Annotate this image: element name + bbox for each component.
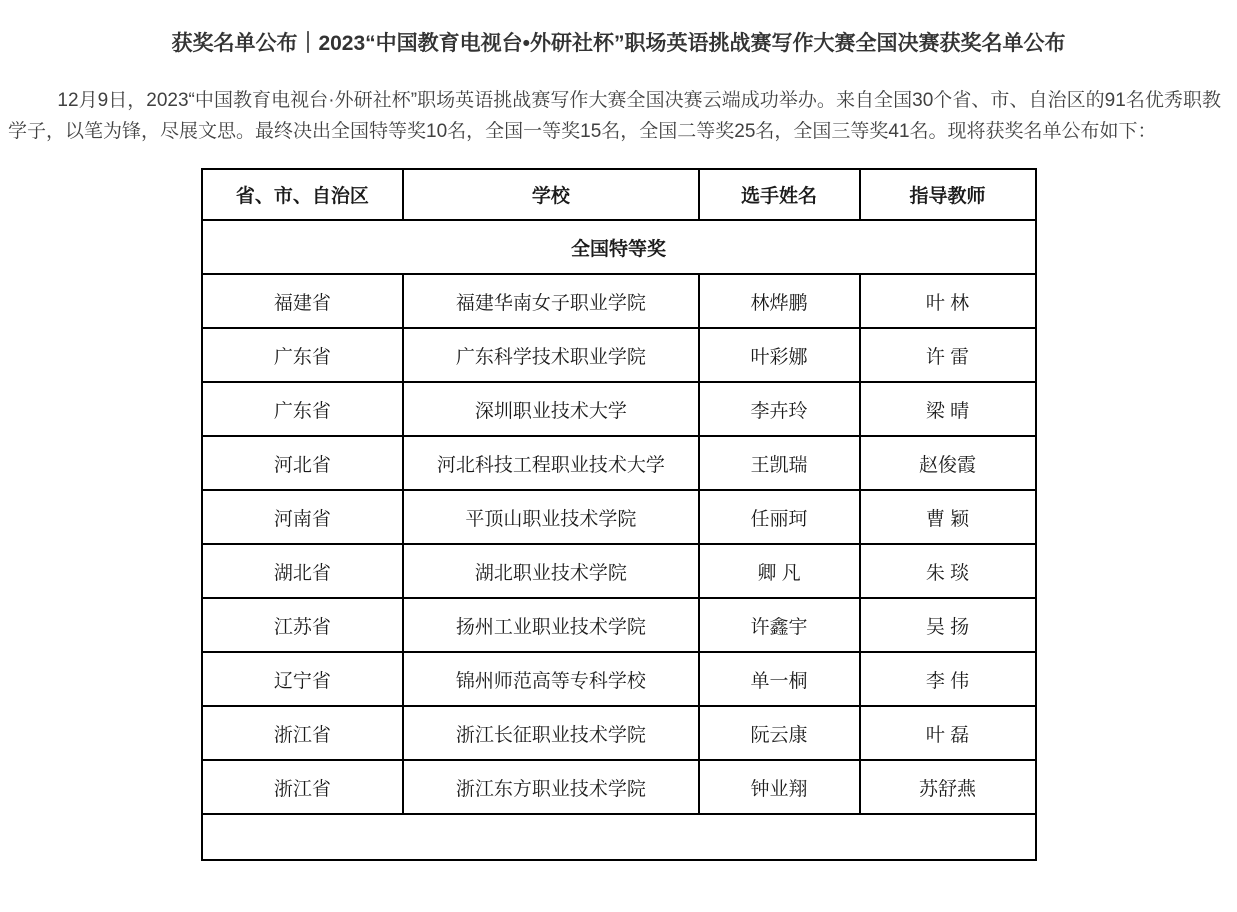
table-row [202,760,1036,814]
column-header-teacher: 指导教师 [860,169,1036,220]
table-row [202,328,1036,382]
cell-region: 浙江省 [202,706,404,760]
table-row [202,598,1036,652]
table-row [202,706,1036,760]
cell-region: 河北省 [202,436,404,490]
cell-contestant: 叶彩娜 [699,328,860,382]
cell-teacher: 叶 林 [860,274,1036,328]
awards-table [201,168,1037,861]
cell-region: 浙江省 [202,760,404,814]
column-header-region: 省、市、自治区 [202,169,404,220]
table-row-partial [202,814,1036,860]
section-row [202,220,1036,274]
cell-contestant: 任丽珂 [699,490,860,544]
cell-teacher: 吴 扬 [860,598,1036,652]
table-row [202,382,1036,436]
article [0,30,1237,861]
column-header-contestant: 选手姓名 [699,169,860,220]
cell-school: 平顶山职业技术学院 [403,490,698,544]
cell-school: 湖北职业技术学院 [403,544,698,598]
table-row [202,274,1036,328]
cell-teacher: 李 伟 [860,652,1036,706]
cell-contestant: 王凯瑞 [699,436,860,490]
cell-school: 浙江东方职业技术学院 [403,760,698,814]
cell-region: 江苏省 [202,598,404,652]
cell-teacher: 朱 琰 [860,544,1036,598]
cell-contestant: 许鑫宇 [699,598,860,652]
cell-school: 广东科学技术职业学院 [403,328,698,382]
announcement-paragraph: 12月9日，2023“中国教育电视台·外研社杯”职场英语挑战赛写作大赛全国决赛云端成功举办。来自全国30个省、市、自治区的91名优秀职教学子，以笔为锋，尽展文思。最终决出全国特等奖10名，全国一等奖15名，全国二等奖25名，全国三等奖41名。现将获奖名单公布如下： [8,90,1221,142]
section-title: 全国特等奖 [202,220,1036,274]
cell-teacher: 赵俊霞 [860,436,1036,490]
cell-school: 河北科技工程职业技术大学 [403,436,698,490]
cell-school: 浙江长征职业技术学院 [403,706,698,760]
cell-region: 广东省 [202,328,404,382]
cell-school: 深圳职业技术大学 [403,382,698,436]
partial-row-cell [202,814,1036,860]
header-row [202,169,1036,220]
cell-contestant: 卿 凡 [699,544,860,598]
column-header-school: 学校 [403,169,698,220]
cell-region: 福建省 [202,274,404,328]
cell-contestant: 阮云康 [699,706,860,760]
cell-teacher: 叶 磊 [860,706,1036,760]
cell-contestant: 钟业翔 [699,760,860,814]
cell-region: 河南省 [202,490,404,544]
cell-school: 福建华南女子职业学院 [403,274,698,328]
cell-teacher: 许 雷 [860,328,1036,382]
cell-region: 广东省 [202,382,404,436]
cell-school: 扬州工业职业技术学院 [403,598,698,652]
cell-school: 锦州师范高等专科学校 [403,652,698,706]
page-title: 获奖名单公布｜2023“中国教育电视台•外研社杯”职场英语挑战赛写作大赛全国决赛获奖名单公布 [171,32,1066,55]
table-row [202,436,1036,490]
cell-teacher: 曹 颖 [860,490,1036,544]
table-row [202,544,1036,598]
cell-contestant: 单一桐 [699,652,860,706]
cell-teacher: 苏舒燕 [860,760,1036,814]
cell-region: 湖北省 [202,544,404,598]
table-row [202,490,1036,544]
table-row [202,652,1036,706]
cell-contestant: 李卉玲 [699,382,860,436]
cell-contestant: 林烨鹏 [699,274,860,328]
cell-region: 辽宁省 [202,652,404,706]
cell-teacher: 梁 晴 [860,382,1036,436]
